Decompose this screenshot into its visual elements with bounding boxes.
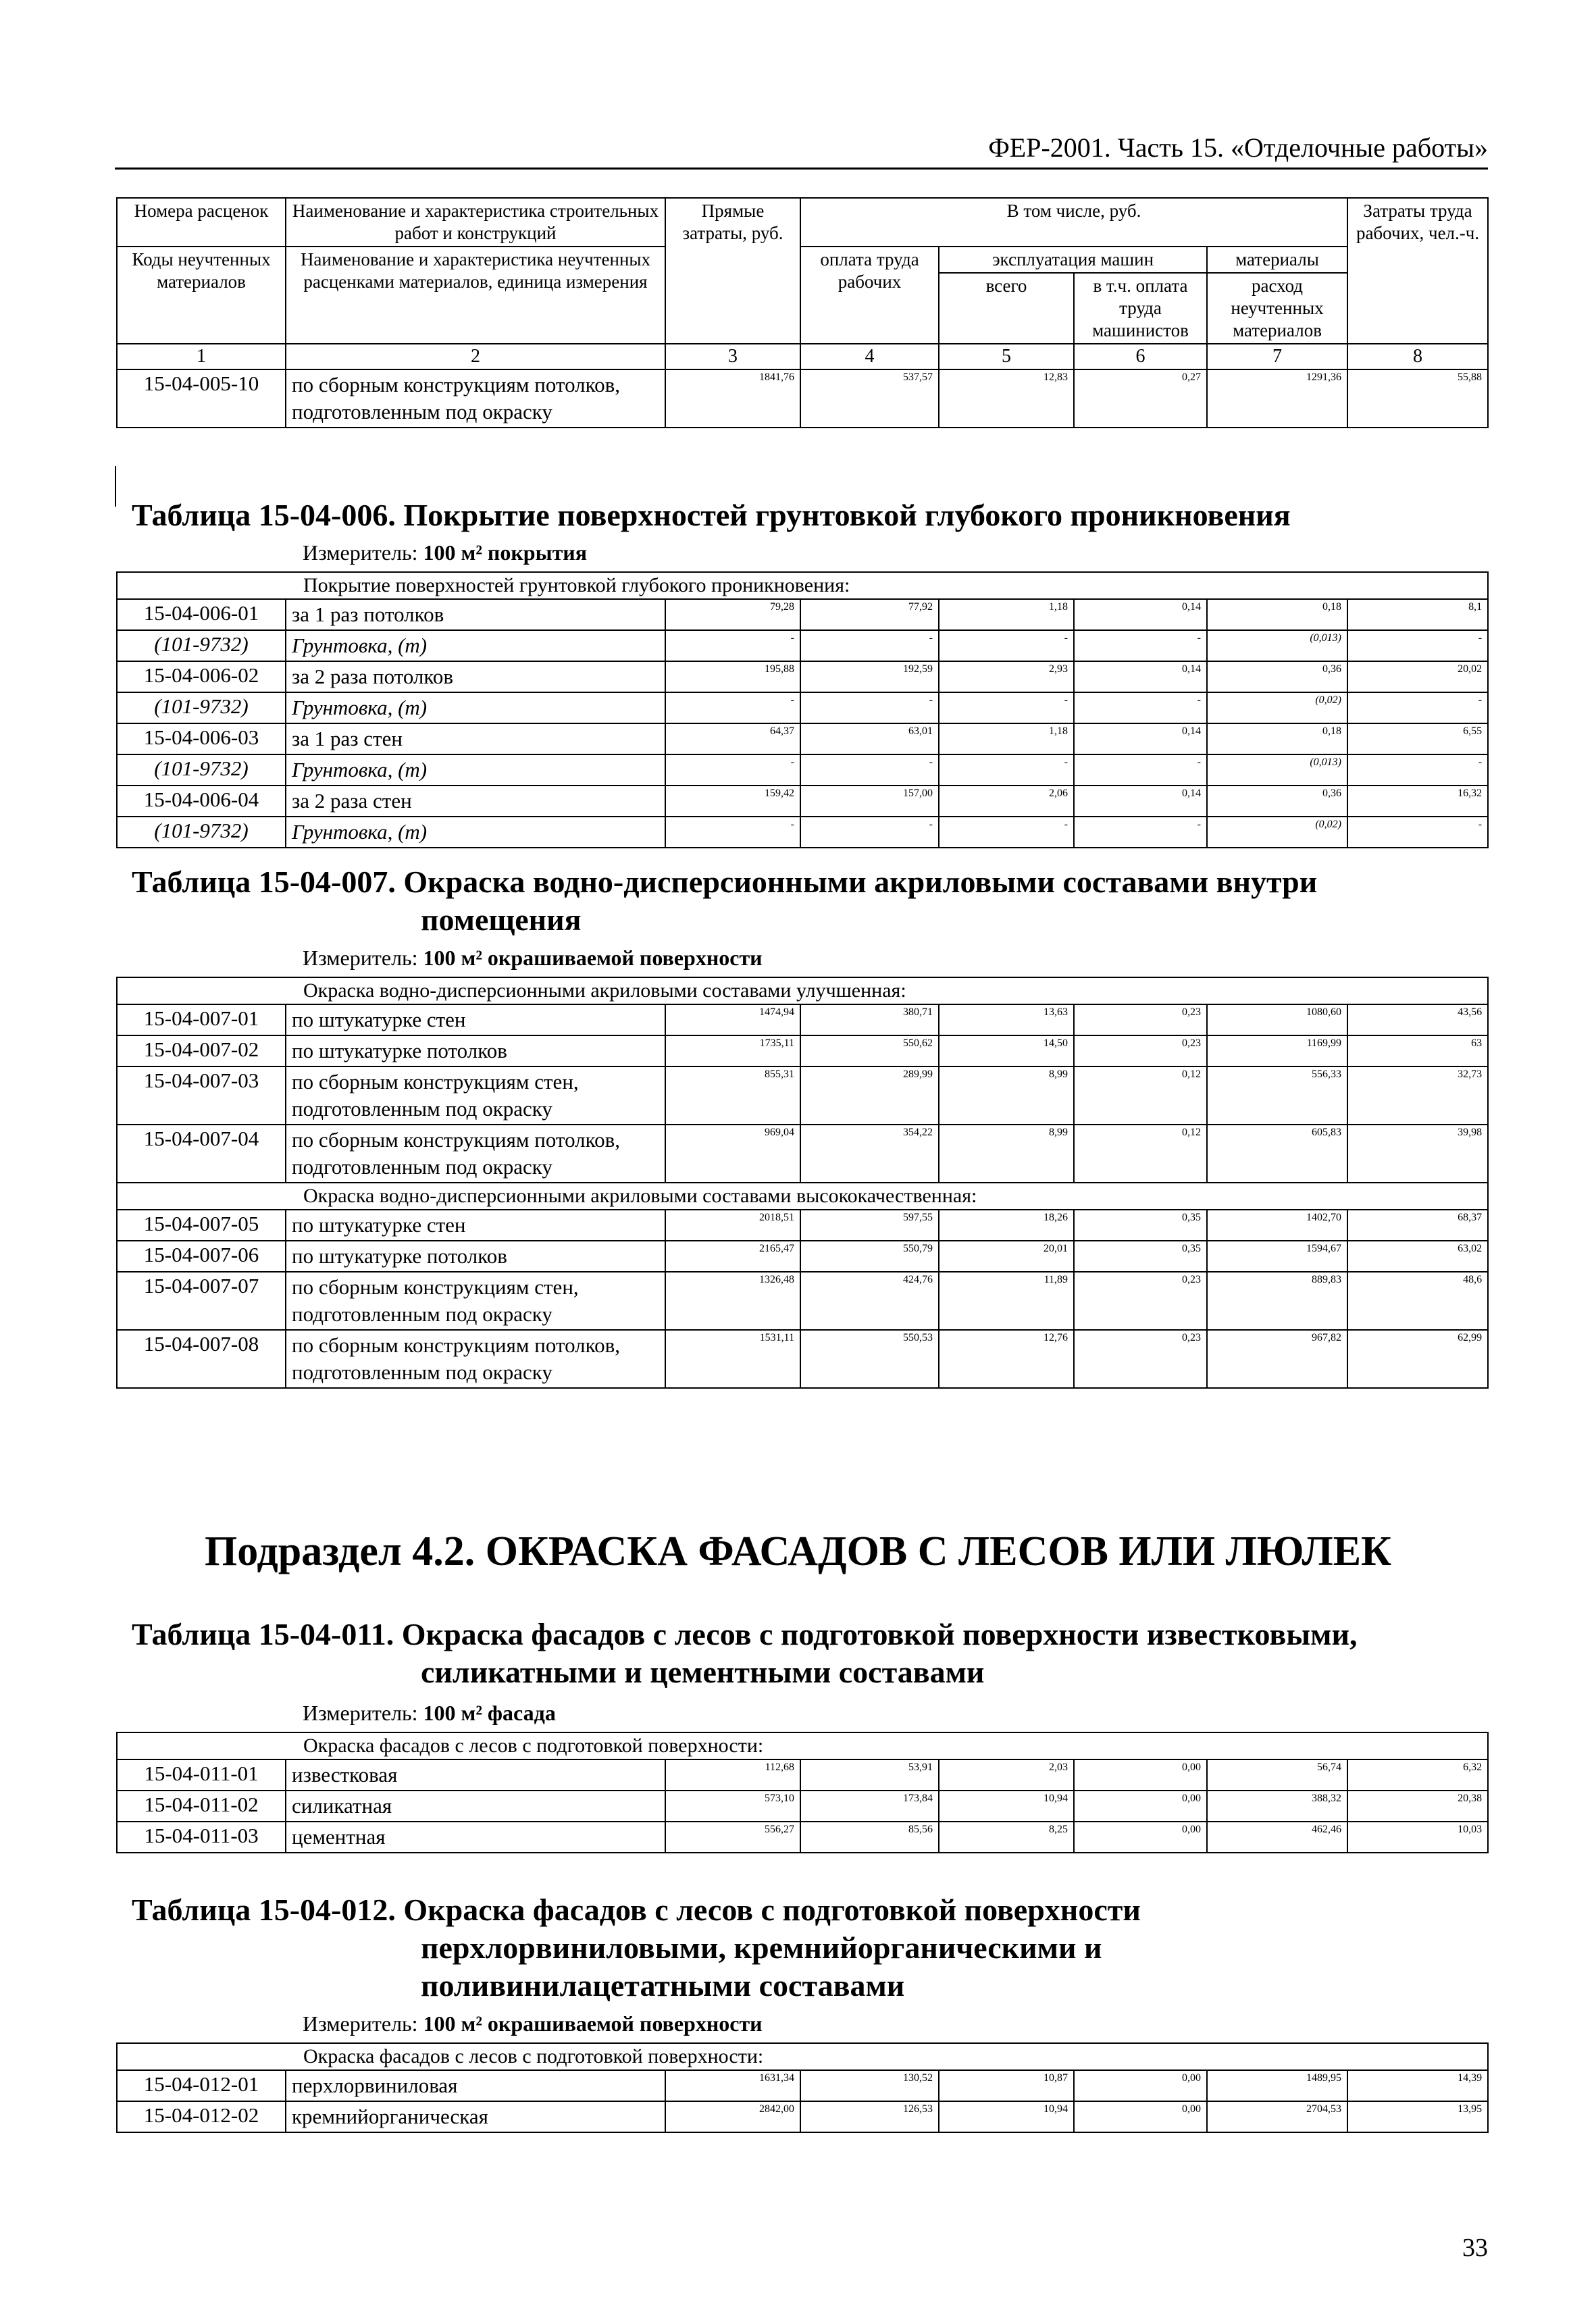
value-cell: 0,12 [1074,1125,1207,1183]
value-cell: 173,84 [800,1791,939,1822]
col-labor-costs: Затраты труда рабочих, чел.-ч. [1347,198,1488,344]
value-cell: 0,23 [1074,1004,1207,1035]
value-cell: 10,03 [1347,1822,1488,1853]
col-material-name: Наименование и характеристика неучтенных расценками материалов, единица измерения [286,247,665,344]
value-cell: 1489,95 [1207,2070,1347,2101]
value-cell: 537,57 [800,369,939,428]
rate-code: 15-04-006-01 [117,599,286,630]
value-cell: 0,00 [1074,1791,1207,1822]
value-cell: 63,01 [800,723,939,754]
col-work-name: Наименование и характеристика строительных работ и конструкций [286,198,665,247]
table-15-04-006 [116,571,1489,848]
material-name: Грунтовка, (т) [286,817,665,848]
value-cell: 0,14 [1074,723,1207,754]
value-cell: 0,35 [1074,1241,1207,1272]
value-cell: 11,89 [939,1272,1074,1330]
value-cell: 0,36 [1207,661,1347,692]
value-cell: 2704,53 [1207,2101,1347,2132]
value-cell: 0,23 [1074,1035,1207,1066]
value-cell: 20,01 [939,1241,1074,1272]
value-cell: 0,00 [1074,2070,1207,2101]
measure-unit [303,540,587,565]
section-heading: Окраска фасадов с лесов с подготовкой поверхности: [117,1732,1488,1759]
work-description: цементная [286,1822,665,1853]
value-cell: 1326,48 [665,1272,800,1330]
value-cell: 1169,99 [1207,1035,1347,1066]
col-material-usage: расход неучтенных материалов [1207,273,1347,344]
value-cell: 0,14 [1074,661,1207,692]
work-description: по штукатурке потолков [286,1035,665,1066]
table-title-text: поливинилацетатными составами [421,1968,905,2003]
value-cell: 112,68 [665,1759,800,1791]
rate-code: 15-04-007-04 [117,1125,286,1183]
material-name: Грунтовка, (т) [286,630,665,661]
table-title [132,1616,1357,1691]
value-cell: 192,59 [800,661,939,692]
section-heading: Окраска фасадов с лесов с подготовкой поверхности: [117,2043,1488,2070]
value-cell: 8,99 [939,1125,1074,1183]
work-description: за 1 раз стен [286,723,665,754]
material-value-cell: (0,02) [1207,817,1347,848]
value-cell: 1,18 [939,599,1074,630]
work-description: силикатная [286,1791,665,1822]
value-cell: 550,53 [800,1330,939,1388]
value-cell: 0,23 [1074,1272,1207,1330]
material-value-cell: - [800,692,939,723]
work-description: кремнийорганическая [286,2101,665,2132]
rate-code: 15-04-006-04 [117,786,286,817]
section-heading: Окраска водно-дисперсионными акриловыми составами высококачественная: [117,1183,1488,1210]
value-cell: 13,95 [1347,2101,1488,2132]
rate-code: 15-04-006-02 [117,661,286,692]
work-description: по сборным конструкциям стен, подготовленным под окраску [286,1066,665,1125]
table-15-04-007 [116,977,1489,1389]
material-name: Грунтовка, (т) [286,692,665,723]
table-row [117,1272,1488,1330]
col-wages: оплата труда рабочих [800,247,939,344]
value-cell: 0,36 [1207,786,1347,817]
work-description: по сборным конструкциям потолков, подготовленным под окраску [286,1330,665,1388]
work-description: по сборным конструкциям потолков, подготовленным под окраску [286,369,665,428]
col-num: 5 [939,344,1074,369]
table-row [117,1791,1488,1822]
value-cell: 0,00 [1074,2101,1207,2132]
measure-unit [303,2011,763,2036]
table-15-04-012 [116,2042,1489,2133]
rates-table-header [116,197,1489,428]
material-value-cell: (0,013) [1207,630,1347,661]
material-row [117,754,1488,786]
material-row [117,817,1488,848]
value-cell: 39,98 [1347,1125,1488,1183]
value-cell: 77,92 [800,599,939,630]
material-value-cell: - [1347,630,1488,661]
value-cell: 14,50 [939,1035,1074,1066]
work-description: по сборным конструкциям потолков, подготовленным под окраску [286,1125,665,1183]
subsection-heading: Подраздел 4.2. ОКРАСКА ФАСАДОВ С ЛЕСОВ ИЛИ ЛЮЛЕК [204,1528,1392,1574]
value-cell: 0,00 [1074,1822,1207,1853]
table-row [117,369,1488,428]
value-cell: 2,03 [939,1759,1074,1791]
value-cell: 56,74 [1207,1759,1347,1791]
measure-unit [303,946,763,971]
value-cell: 2,93 [939,661,1074,692]
value-cell: 1402,70 [1207,1210,1347,1241]
material-row [117,630,1488,661]
rate-code: 15-04-011-03 [117,1822,286,1853]
material-value-cell: - [1074,630,1207,661]
value-cell: 43,56 [1347,1004,1488,1035]
value-cell: 1735,11 [665,1035,800,1066]
work-description: по сборным конструкциям стен, подготовленным под окраску [286,1272,665,1330]
value-cell: 573,10 [665,1791,800,1822]
value-cell: 159,42 [665,786,800,817]
value-cell: 2165,47 [665,1241,800,1272]
table-row [117,2101,1488,2132]
work-description: по штукатурке стен [286,1210,665,1241]
table-row [117,1241,1488,1272]
header-rule [115,168,1488,170]
value-cell: 556,33 [1207,1066,1347,1125]
table-row [117,1004,1488,1035]
work-description: по штукатурке потолков [286,1241,665,1272]
col-machines: эксплуатация машин [939,247,1207,273]
value-cell: 55,88 [1347,369,1488,428]
value-cell: 605,83 [1207,1125,1347,1183]
value-cell: 79,28 [665,599,800,630]
value-cell: 855,31 [665,1066,800,1125]
page-number: 33 [1462,2234,1488,2262]
material-value-cell: - [800,817,939,848]
value-cell: 157,00 [800,786,939,817]
rate-code: 15-04-005-10 [117,369,286,428]
rate-code: 15-04-012-02 [117,2101,286,2132]
col-machines-total: всего [939,273,1074,344]
value-cell: 10,94 [939,1791,1074,1822]
rate-code: 15-04-011-02 [117,1791,286,1822]
value-cell: 85,56 [800,1822,939,1853]
col-num: 6 [1074,344,1207,369]
table-title [132,1891,1141,2005]
measure-label: Измеритель: [303,1701,423,1725]
measure-label: Измеритель: [303,2011,423,2036]
value-cell: 597,55 [800,1210,939,1241]
material-row [117,692,1488,723]
rate-code: 15-04-006-03 [117,723,286,754]
col-materials: материалы [1207,247,1347,273]
rate-code: 15-04-007-06 [117,1241,286,1272]
material-value-cell: - [665,817,800,848]
table-title-text: Таблица 15-04-012. Окраска фасадов с лесов с подготовкой поверхности [132,1893,1141,1927]
col-num: 1 [117,344,286,369]
value-cell: 6,32 [1347,1759,1488,1791]
rate-code: 15-04-007-05 [117,1210,286,1241]
value-cell: 16,32 [1347,786,1488,817]
col-num: 2 [286,344,665,369]
work-description: за 1 раз потолков [286,599,665,630]
table-row [117,786,1488,817]
value-cell: 64,37 [665,723,800,754]
value-cell: 0,18 [1207,723,1347,754]
value-cell: 8,99 [939,1066,1074,1125]
value-cell: 12,76 [939,1330,1074,1388]
material-value-cell: - [939,817,1074,848]
material-value-cell: - [939,692,1074,723]
material-name: Грунтовка, (т) [286,754,665,786]
table-15-04-011 [116,1732,1489,1853]
value-cell: 32,73 [1347,1066,1488,1125]
value-cell: 889,83 [1207,1272,1347,1330]
value-cell: 0,18 [1207,599,1347,630]
material-value-cell: (0,02) [1207,692,1347,723]
work-description: за 2 раза стен [286,786,665,817]
value-cell: 53,91 [800,1759,939,1791]
material-value-cell: - [939,630,1074,661]
value-cell: 462,46 [1207,1822,1347,1853]
value-cell: 1,18 [939,723,1074,754]
rate-code: 15-04-007-07 [117,1272,286,1330]
measure-value: 100 м² покрытия [423,540,588,565]
col-num: 3 [665,344,800,369]
value-cell: 10,94 [939,2101,1074,2132]
value-cell: 388,32 [1207,1791,1347,1822]
table-title-text: перхлорвиниловыми, кремнийорганическими и [421,1930,1102,1965]
material-value-cell: - [800,630,939,661]
value-cell: 0,12 [1074,1066,1207,1125]
rate-code: 15-04-012-01 [117,2070,286,2101]
value-cell: 63,02 [1347,1241,1488,1272]
value-cell: 20,02 [1347,661,1488,692]
work-description: известковая [286,1759,665,1791]
value-cell: 0,23 [1074,1330,1207,1388]
value-cell: 0,35 [1074,1210,1207,1241]
value-cell: 12,83 [939,369,1074,428]
col-machinist-wages: в т.ч. оплата труда машинистов [1074,273,1207,344]
value-cell: 14,39 [1347,2070,1488,2101]
material-value-cell: - [1074,692,1207,723]
value-cell: 556,27 [665,1822,800,1853]
value-cell: 1080,60 [1207,1004,1347,1035]
table-row [117,2070,1488,2101]
col-including: В том числе, руб. [800,198,1347,247]
value-cell: 20,38 [1347,1791,1488,1822]
value-cell: 13,63 [939,1004,1074,1035]
value-cell: 126,53 [800,2101,939,2132]
measure-unit [303,1701,556,1726]
value-cell: 289,99 [800,1066,939,1125]
value-cell: 8,25 [939,1822,1074,1853]
table-frame [115,466,116,507]
material-value-cell: - [1074,754,1207,786]
value-cell: 62,99 [1347,1330,1488,1388]
material-value-cell: (0,013) [1207,754,1347,786]
rate-code: 15-04-007-08 [117,1330,286,1388]
measure-label: Измеритель: [303,946,423,970]
rate-code: 15-04-007-03 [117,1066,286,1125]
table-row [117,723,1488,754]
col-num: 7 [1207,344,1347,369]
material-value-cell: - [665,630,800,661]
table-row [117,1210,1488,1241]
col-num: 4 [800,344,939,369]
table-row [117,661,1488,692]
measure-value: 100 м² фасада [423,1701,556,1725]
value-cell: 550,62 [800,1035,939,1066]
col-rate-numbers: Номера расценок [117,198,286,247]
value-cell: 0,14 [1074,599,1207,630]
table-row [117,1035,1488,1066]
value-cell: 2842,00 [665,2101,800,2132]
material-value-cell: - [939,754,1074,786]
table-title [132,863,1317,939]
value-cell: 48,6 [1347,1272,1488,1330]
value-cell: 195,88 [665,661,800,692]
value-cell: 1291,36 [1207,369,1347,428]
col-material-codes: Коды неучтенных материалов [117,247,286,344]
material-value-cell: - [1347,692,1488,723]
value-cell: 63 [1347,1035,1488,1066]
value-cell: 18,26 [939,1210,1074,1241]
material-value-cell: - [665,754,800,786]
value-cell: 1594,67 [1207,1241,1347,1272]
value-cell: 8,1 [1347,599,1488,630]
value-cell: 6,55 [1347,723,1488,754]
material-value-cell: - [1074,817,1207,848]
table-row [117,599,1488,630]
value-cell: 10,87 [939,2070,1074,2101]
material-code: (101-9732) [117,754,286,786]
work-description: за 2 раза потолков [286,661,665,692]
table-row [117,1759,1488,1791]
measure-value: 100 м² окрашиваемой поверхности [423,946,763,970]
value-cell: 1631,34 [665,2070,800,2101]
table-row [117,1822,1488,1853]
value-cell: 380,71 [800,1004,939,1035]
value-cell: 2,06 [939,786,1074,817]
value-cell: 68,37 [1347,1210,1488,1241]
value-cell: 1474,94 [665,1004,800,1035]
material-value-cell: - [665,692,800,723]
rate-code: 15-04-007-01 [117,1004,286,1035]
value-cell: 354,22 [800,1125,939,1183]
table-row [117,1066,1488,1125]
value-cell: 130,52 [800,2070,939,2101]
col-num: 8 [1347,344,1488,369]
table-title [132,496,1291,534]
value-cell: 1841,76 [665,369,800,428]
value-cell: 1531,11 [665,1330,800,1388]
table-row [117,1330,1488,1388]
value-cell: 0,00 [1074,1759,1207,1791]
rate-code: 15-04-011-01 [117,1759,286,1791]
work-description: перхлорвиниловая [286,2070,665,2101]
table-title-text: Таблица 15-04-006. Покрытие поверхностей грунтовкой глубокого проникновения [132,498,1291,532]
value-cell: 424,76 [800,1272,939,1330]
value-cell: 2018,51 [665,1210,800,1241]
value-cell: 0,27 [1074,369,1207,428]
table-title-text: Таблица 15-04-011. Окраска фасадов с лесов с подготовкой поверхности известковыми, [132,1617,1358,1651]
material-code: (101-9732) [117,630,286,661]
rate-code: 15-04-007-02 [117,1035,286,1066]
table-title-text: силикатными и цементными составами [421,1655,985,1689]
section-heading: Окраска водно-дисперсионными акриловыми составами улучшенная: [117,977,1488,1004]
running-header: ФЕР-2001. Часть 15. «Отделочные работы» [988,132,1488,163]
table-title-text: помещения [421,902,582,937]
value-cell: 0,14 [1074,786,1207,817]
section-heading: Покрытие поверхностей грунтовкой глубокого проникновения: [117,572,1488,599]
material-code: (101-9732) [117,692,286,723]
col-direct-costs: Прямые затраты, руб. [665,198,800,344]
table-row [117,1125,1488,1183]
work-description: по штукатурке стен [286,1004,665,1035]
material-value-cell: - [1347,754,1488,786]
material-value-cell: - [1347,817,1488,848]
table-title-text: Таблица 15-04-007. Окраска водно-дисперсионными акриловыми составами внутри [132,865,1318,899]
material-value-cell: - [800,754,939,786]
measure-value: 100 м² окрашиваемой поверхности [423,2011,763,2036]
value-cell: 969,04 [665,1125,800,1183]
value-cell: 967,82 [1207,1330,1347,1388]
material-code: (101-9732) [117,817,286,848]
measure-label: Измеритель: [303,540,423,565]
value-cell: 550,79 [800,1241,939,1272]
